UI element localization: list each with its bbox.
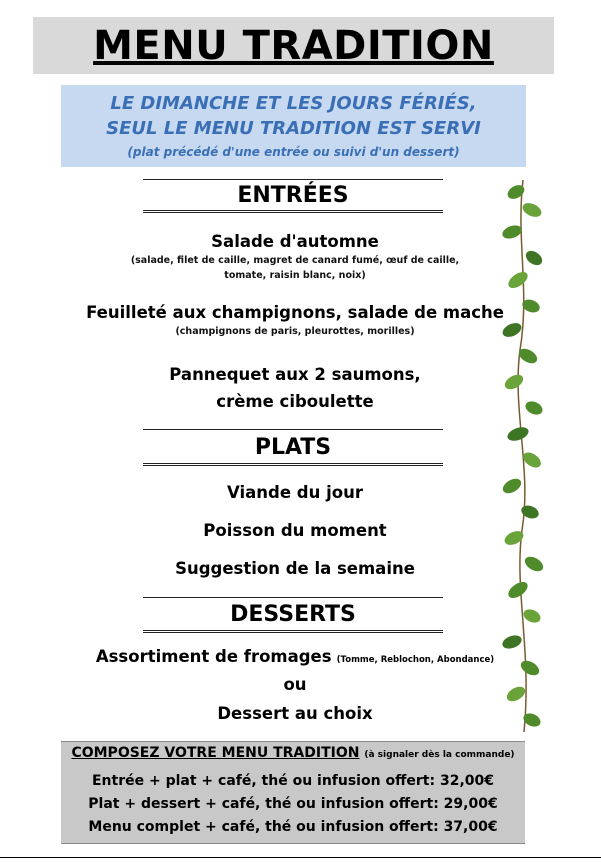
dessert-note: (Tomme, Reblochon, Abondance) <box>336 655 495 665</box>
price-line: Plat + dessert + café, thé ou infusion offert: 29,00€ <box>88 796 498 812</box>
plats-rule-bottom <box>143 463 443 466</box>
desserts-heading: DESSERTS <box>230 602 356 627</box>
plats-rule-top <box>143 429 443 430</box>
pricing-note: (à signaler dès la commande) <box>364 750 515 760</box>
entree-name: Pannequet aux 2 saumons, <box>169 365 421 384</box>
pricing-title: COMPOSEZ VOTRE MENU TRADITION <box>71 745 360 761</box>
entree-name: Salade d'automne <box>211 232 379 251</box>
desserts-rule-top <box>143 597 443 598</box>
notice-line-3: (plat précédé d'une entrée ou suivi d'un dessert) <box>127 145 460 159</box>
entrees-rule-top <box>143 179 443 180</box>
plats-heading: PLATS <box>254 435 332 460</box>
price-line: Entrée + plat + café, thé ou infusion offert: 32,00€ <box>91 773 494 789</box>
entree-desc: (salade, filet de caille, magret de canard fumé, œuf de caille, <box>130 255 460 266</box>
vine-decoration-icon <box>498 180 548 732</box>
page-title: MENU TRADITION <box>93 22 494 69</box>
entree-name: Feuilleté aux champignons, salade de mache <box>86 303 504 322</box>
notice-line-1: LE DIMANCHE ET LES JOURS FÉRIÉS, <box>110 93 477 114</box>
pricing-title-row <box>61 745 525 761</box>
entree-item <box>60 302 530 339</box>
title-banner <box>33 17 554 74</box>
sunday-notice <box>61 85 526 167</box>
entree-item <box>60 231 530 283</box>
desserts-rule-bottom <box>143 630 443 633</box>
entrees-heading: ENTRÉES <box>237 183 349 208</box>
plat-item: Poisson du moment <box>203 521 387 540</box>
plat-item: Suggestion de la semaine <box>175 559 415 578</box>
dessert-item <box>60 646 530 668</box>
entree-desc: (champignons de paris, pleurottes, morilles) <box>175 326 415 337</box>
entree-desc: tomate, raisin blanc, noix) <box>224 270 366 281</box>
entrees-rule-bottom <box>143 210 443 213</box>
dessert-or: ou <box>283 675 307 694</box>
plat-item: Viande du jour <box>227 483 363 502</box>
page-bottom-rule <box>0 857 601 858</box>
pricing-box <box>61 741 525 844</box>
notice-line-2: SEUL LE MENU TRADITION EST SERVI <box>106 118 481 139</box>
entree-name: crème ciboulette <box>216 392 374 411</box>
price-line: Menu complet + café, thé ou infusion offert: 37,00€ <box>88 819 498 835</box>
dessert-name: Assortiment de fromages <box>95 647 332 666</box>
entree-item <box>60 361 530 415</box>
dessert-item: Dessert au choix <box>217 704 373 723</box>
